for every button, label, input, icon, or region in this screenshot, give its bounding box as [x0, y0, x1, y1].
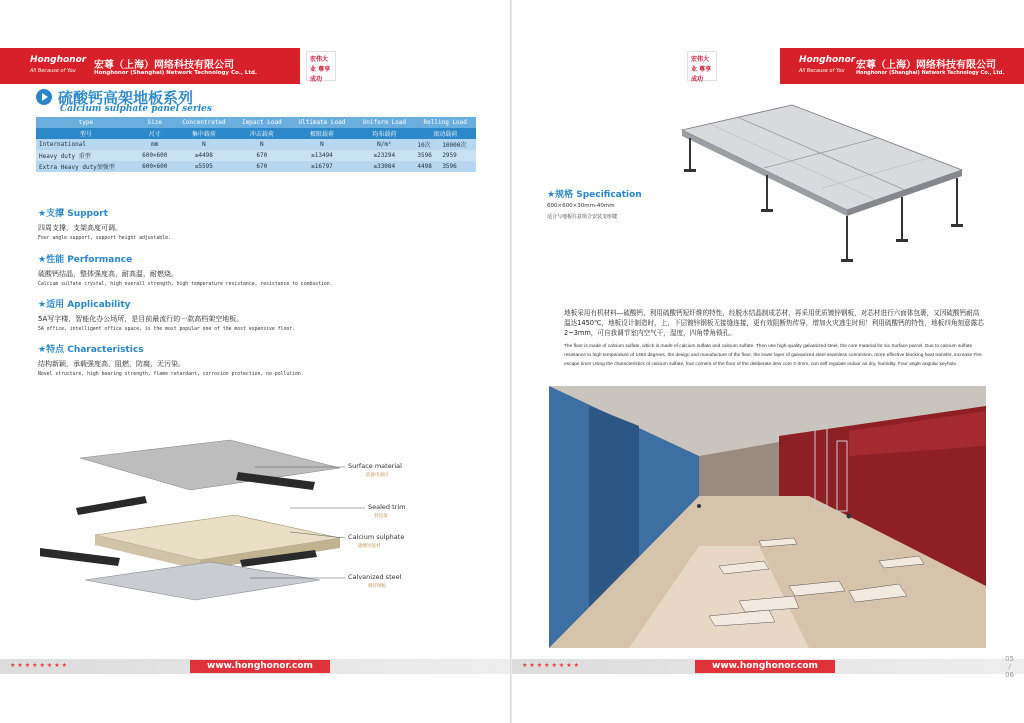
specification-heading: ★规格 Specification: [547, 190, 642, 200]
applicability-section: ★适用 Applicability 5A写字楼，智能化办公场所，是目前最流行的一款高档架空地板。 5A office, intelligent office space, is the most popular one of the most expensive floor.: [38, 300, 296, 332]
table-header-en: type Size Concentrated Impact Load Ultimate Load Uniform Load Rolling Load: [36, 117, 476, 128]
spec-size: 600×600×30mm-40mm: [547, 203, 615, 209]
play-arrow-icon: [36, 89, 52, 105]
star-icon: ★: [38, 255, 47, 265]
svg-text:镀锌钢板: 镀锌钢板: [368, 584, 386, 589]
star-icon: ★: [38, 345, 47, 355]
raised-floor-illustration: [662, 100, 972, 290]
load-spec-table: [36, 117, 476, 172]
trim-strip: [40, 548, 120, 566]
steel-layer: [85, 562, 320, 600]
svg-text:封边条: 封边条: [374, 514, 388, 519]
footer-dots: ★★★★★★★★: [522, 662, 582, 669]
company-logo: Honghonor All Because of You: [30, 55, 87, 74]
right-page: [512, 0, 1024, 723]
company-name-en: Honghonor (Shanghai) Network Technology Co., Ltd.: [856, 70, 1005, 76]
table-row: International mm N N N N/m² 10次 10000次: [36, 139, 476, 150]
table-row: Heavy duty 重型 600×600 ≥4498 670 ≥13494 ≥23294 3596 2959: [36, 150, 476, 161]
title-en: Calcium sulphate panel series: [60, 104, 212, 114]
company-name-cn: 宏尊（上海）网络科技有限公司: [94, 60, 234, 71]
footer-dots: ★★★★★★★★: [10, 662, 70, 669]
title-cn: 硫酸钙高架地板系列: [58, 89, 194, 107]
star-icon: ★: [38, 300, 47, 310]
slogan-badge: 宏伟大业 尊享成功: [306, 51, 336, 81]
spec-note: 适合与地板往意组合安装支座键: [547, 214, 618, 220]
table-header-cn: 型号 尺寸 集中载荷 冲击载荷 极限载荷 均布载荷 滚动载荷: [36, 128, 476, 139]
website-link[interactable]: www.honghonor.com: [190, 660, 330, 673]
characteristics-section: ★特点 Characteristics 结构新颖，承载强度高，阻燃，防腐，无污染。 Novel structure, high bearing strength, flame retardant, corrosion protection, no pollution.: [38, 345, 304, 377]
svg-text:Calvanized steel: Calvanized steel: [348, 573, 402, 581]
slogan-badge: 宏伟大业 尊享成功: [687, 51, 717, 81]
description-en: The floor is made of calcium sulfate, which is made of calcium sulfate and calcium sulfate. Then use high-quality galvanized steel, the core material for six Surface parcel. Due to calcium sulfate resistance to high temperature of 1450 degrees, the design and manufacture of the floor, the lower layer of galvanized steel seamless connection, more effective blocking heat transfer, increase Fire escape time! Using the characteristics of calcium sulfate, four corners of the floor of the deliberate dew core 2-3mm, can self regulate indoor air dry, humidity. Four angle angular keyhole.: [564, 344, 982, 367]
svg-text:防静电面层: 防静电面层: [366, 473, 389, 478]
exploded-panel-diagram: [40, 420, 440, 635]
svg-text:Surface material: Surface material: [348, 462, 402, 470]
page-number: 05 / 06: [1005, 655, 1014, 679]
company-name-en: Honghonor (Shanghai) Network Technology Co., Ltd.: [94, 70, 258, 76]
svg-text:硫酸钙基材: 硫酸钙基材: [358, 544, 381, 549]
star-icon: ★: [38, 209, 47, 219]
company-name-cn: 宏尊（上海）网络科技有限公司: [856, 60, 996, 71]
svg-text:Calcium sulphate: Calcium sulphate: [348, 533, 405, 541]
description-cn: 地板采用有机材料—硫酸钙，利用硫酸钙短纤维的特性，经脱水结晶制成芯材，再采用优质镀锌钢板，对芯材进行六面体包裹，又因硫酸钙耐高温达1450℃，地板设计制造时，上，下层镀锌钢板无接缝连接，更有效阻断热传导，增加火灾逃生时间！利用硫酸钙的特性，地板四角刻意露芯2~3mm，可自我调节室内空气干，湿度，四角带角锁孔。: [564, 309, 984, 337]
trim-strip: [76, 496, 147, 515]
performance-section: ★性能 Performance 硫酸钙结晶，整体强度高，耐高温，耐燃烧。 Calcium sulfate crystal, high overall strength, high temperature resistance, resistance to combustion.: [38, 255, 333, 287]
support-section: ★支撑 Support 四周支撑，支架高度可调。 Four angle support, support height adjustable.: [38, 209, 171, 241]
installation-photo: [549, 386, 986, 648]
svg-text:Sealed trim: Sealed trim: [368, 503, 406, 511]
website-link[interactable]: www.honghonor.com: [695, 660, 835, 673]
company-logo: Honghonor All Because of You: [799, 55, 856, 74]
table-row: Extra Heavy duty加强型 600×600 ≥5595 670 ≥16797 ≥33084 4498 3596: [36, 161, 476, 172]
star-icon: ★: [547, 190, 556, 200]
